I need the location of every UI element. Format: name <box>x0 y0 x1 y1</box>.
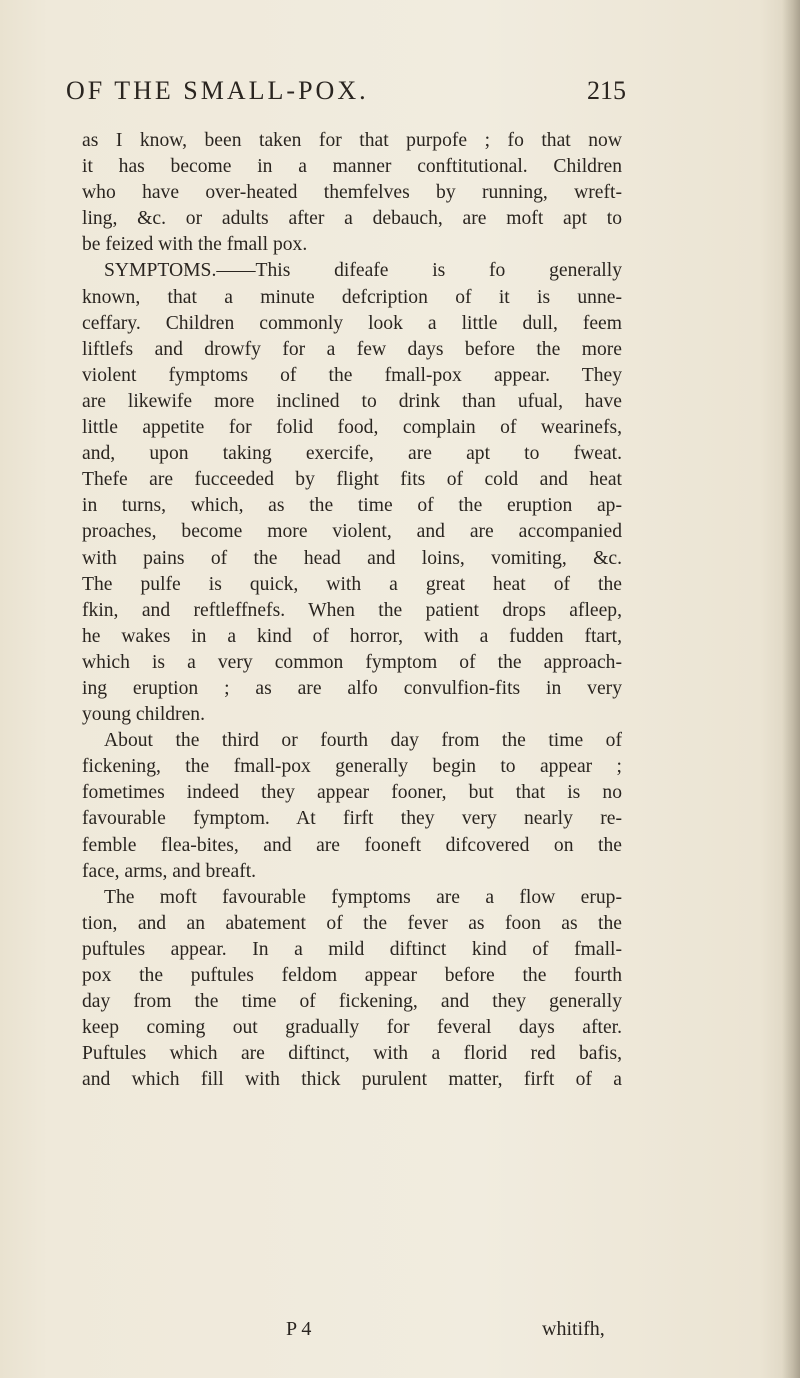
text-line: The pulfe is quick, with a great heat of the <box>82 573 622 595</box>
text-line: violent fymptoms of the fmall-pox appear. They <box>82 364 622 386</box>
text-line: fometimes indeed they appear fooner, but that is no <box>82 782 622 804</box>
text-line: The moft favourable fymptoms are a flow erup- <box>104 886 622 908</box>
text-line: in turns, which, as the time of the eruption ap- <box>82 495 622 517</box>
text-line: proaches, become more violent, and are accompanied <box>82 521 622 543</box>
text-line: it has become in a manner conftitutional. Children <box>82 156 622 178</box>
text-line: ling, &c. or adults after a debauch, are moft apt to <box>82 208 622 230</box>
text-line: he wakes in a kind of horror, with a fudden ftart, <box>82 625 622 647</box>
text-line: Puftules which are diftinct, with a florid red bafis, <box>82 1043 622 1065</box>
page-edge-shadow <box>782 0 800 1378</box>
text-line: liftlefs and drowfy for a few days before the more <box>82 338 622 360</box>
text-line: tion, and an abatement of the fever as foon as the <box>82 912 622 934</box>
text-line: femble flea-bites, and are fooneft difcovered on the <box>82 834 622 856</box>
body-text <box>82 128 622 1093</box>
text-line: fickening, the fmall-pox generally begin to appear ; <box>82 756 622 778</box>
catchword: whitifh, <box>542 1318 605 1340</box>
text-line: and which fill with thick purulent matter, firft of a <box>82 1069 622 1091</box>
text-line: which is a very common fymptom of the approach- <box>82 651 622 673</box>
text-line: and, upon taking exercife, are apt to fweat. <box>82 443 622 465</box>
text-line: are likewife more inclined to drink than ufual, have <box>82 390 622 412</box>
text-line: ing eruption ; as are alfo convulfion-fits in very <box>82 677 622 699</box>
text-line: day from the time of fickening, and they generally <box>82 991 622 1013</box>
text-line: fkin, and reftleffnefs. When the patient drops afleep, <box>82 599 622 621</box>
text-line: keep coming out gradually for feveral days after. <box>82 1017 622 1039</box>
page-footer <box>0 1318 800 1348</box>
text-line: puftules appear. In a mild diftinct kind of fmall- <box>82 938 622 960</box>
page-number: 215 <box>587 76 626 105</box>
text-line: with pains of the head and loins, vomiting, &c. <box>82 547 622 569</box>
text-line: Thefe are fucceeded by flight fits of cold and heat <box>82 469 622 491</box>
text-line: favourable fymptom. At firft they very nearly re- <box>82 808 622 830</box>
text-line: pox the puftules feldom appear before the fourth <box>82 965 622 986</box>
signature-mark: P 4 <box>286 1318 312 1340</box>
page-header <box>66 76 626 112</box>
text-line: SYMPTOMS.——This difeafe is fo generally <box>104 260 622 282</box>
running-head: OF THE SMALL-POX. <box>66 76 369 105</box>
text-line: face, arms, and breaft. <box>82 860 257 882</box>
text-line: as I know, been taken for that purpofe ; fo that now <box>82 130 622 151</box>
text-line: known, that a minute defcription of it is unne- <box>82 286 622 308</box>
text-line: who have over-heated themfelves by running, wreft- <box>82 182 622 204</box>
text-line: young children. <box>82 704 205 726</box>
text-line: About the third or fourth day from the time of <box>104 730 622 752</box>
text-line: ceffary. Children commonly look a little dull, feem <box>82 312 622 334</box>
text-line: little appetite for folid food, complain of wearinefs, <box>82 417 622 439</box>
text-line: be feized with the fmall pox. <box>82 234 308 256</box>
